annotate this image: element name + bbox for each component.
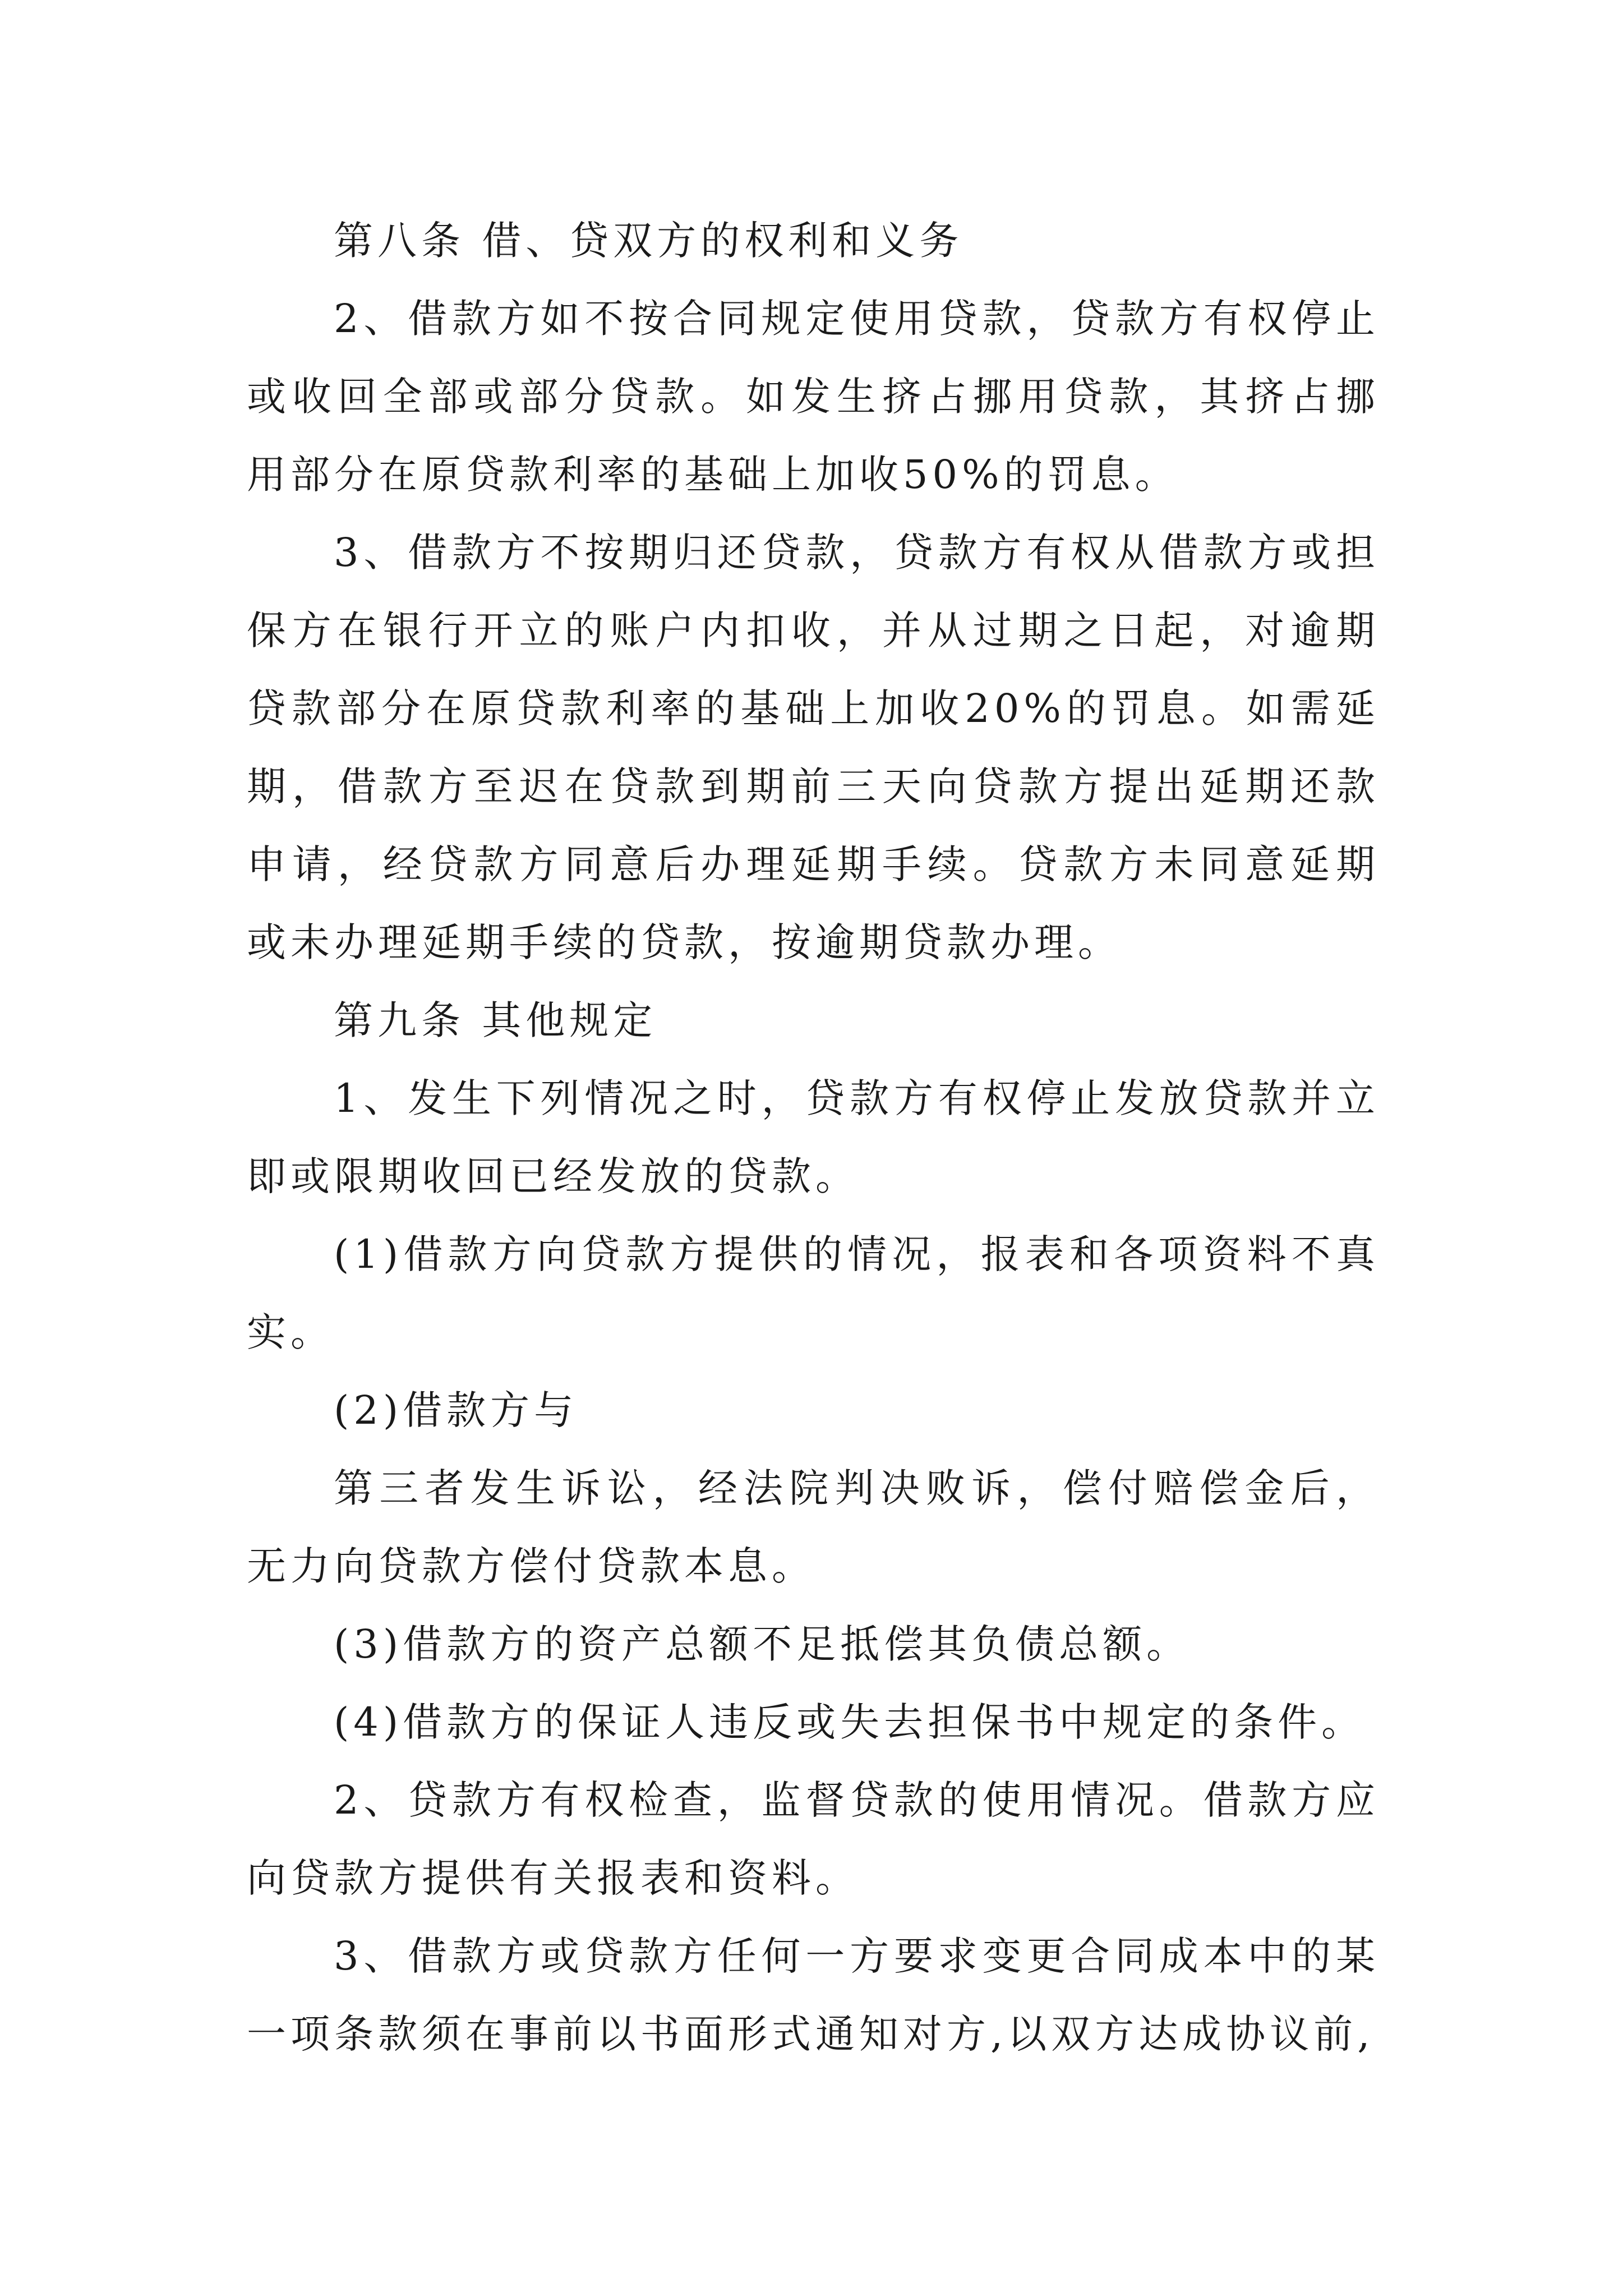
paragraph-8-2: 2、借款方如不按合同规定使用贷款，贷款方有权停止或收回全部或部分贷款。如发生挤占挪用贷款，其挤占挪用部分在原贷款利率的基础上加收50%的罚息。 bbox=[247, 296, 1380, 498]
paragraph-9-1-item-2: (2)借款方与 bbox=[334, 1387, 578, 1433]
paragraph-9-1-item-2-continued: 第三者发生诉讼，经法院判决败诉，偿付赔偿金后，无力向贷款方偿付贷款本息。 bbox=[247, 1465, 1380, 1589]
paragraph-9-1-item-3: (3)借款方的资产总额不足抵偿其负债总额。 bbox=[334, 1621, 1191, 1667]
paragraph-9-1-item-1: (1)借款方向贷款方提供的情况，报表和各项资料不真实。 bbox=[247, 1231, 1380, 1355]
paragraph-9-2: 2、贷款方有权检查，监督贷款的使用情况。借款方应向贷款方提供有关报表和资料。 bbox=[247, 1777, 1380, 1901]
paragraph-9-3: 3、借款方或贷款方任何一方要求变更合同成本中的某一项条款须在事前以书面形式通知对方,以双方达成协议前, bbox=[247, 1933, 1380, 2057]
article-9-heading: 第九条 其他规定 bbox=[334, 997, 657, 1043]
paragraph-8-3: 3、借款方不按期归还贷款，贷款方有权从借款方或担保方在银行开立的账户内扣收，并从过期之日起，对逾期贷款部分在原贷款利率的基础上加收20%的罚息。如需延期，借款方至迟在贷款到期前三天向贷款方提出延期还款申请，经贷款方同意后办理延期手续。贷款方未同意延期或未办理延期手续的贷款，按逾期贷款办理。 bbox=[247, 530, 1380, 965]
paragraph-9-1-item-4: (4)借款方的保证人违反或失去担保书中规定的条件。 bbox=[334, 1699, 1366, 1745]
paragraph-9-1: 1、发生下列情况之时，贷款方有权停止发放贷款并立即或限期收回已经发放的贷款。 bbox=[247, 1075, 1380, 1199]
document-body bbox=[247, 202, 1380, 2073]
article-8-heading: 第八条 借、贷双方的权利和义务 bbox=[334, 218, 963, 264]
